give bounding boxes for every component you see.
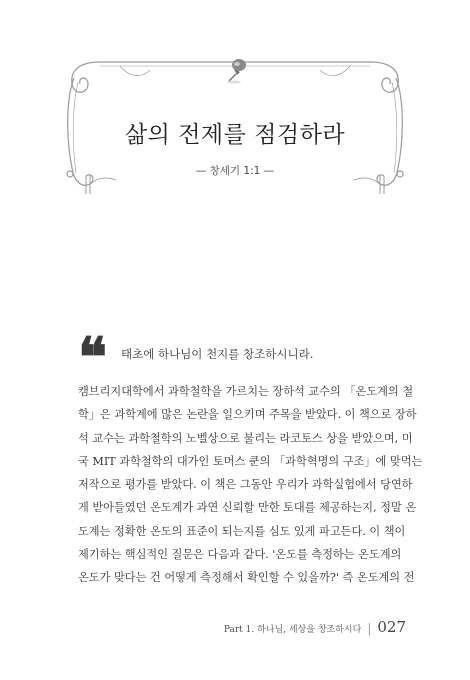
pushpin-icon bbox=[226, 58, 248, 84]
body-text bbox=[78, 380, 423, 590]
body-line: 학」은 과학계에 많은 논란을 일으키며 주목을 받았다. 이 책으로 장하 bbox=[78, 408, 417, 422]
body-line: 저작으로 평가를 받았다. 이 책은 그동안 우리가 과학실험에서 당연하 bbox=[78, 478, 413, 492]
running-title: Part 1. 하나님, 세상을 창조하시다 bbox=[223, 625, 362, 635]
quote-mark-icon: ❝ bbox=[78, 325, 108, 389]
page-number: 027 bbox=[377, 618, 406, 636]
body-line: 국 MIT 과학철학의 대가인 토머스 쿤의 「과학혁명의 구조」에 맞먹는 bbox=[78, 454, 423, 468]
page-footer bbox=[224, 618, 406, 636]
body-line: 석 교수는 과학철학의 노벨상으로 불리는 라코토스 상을 받았으며, 미 bbox=[78, 431, 413, 445]
scripture-reference: — 창세기 1:1 — bbox=[195, 165, 275, 177]
body-line: 게 받아들였던 온도계가 과연 신뢰할 만한 토대를 제공하는지, 정말 온 bbox=[78, 501, 417, 515]
body-line: 도계는 정확한 온도의 표준이 되는지를 심도 있게 파고든다. 이 책이 bbox=[78, 524, 406, 538]
body-line: 온도가 맞다는 건 어떻게 측정해서 확인할 수 있을까?' 즉 온도계의 전 bbox=[78, 571, 415, 585]
epigraph-quote: 태초에 하나님이 천지를 창조하시니라. bbox=[121, 347, 314, 361]
body-line: 제기하는 핵심적인 질문은 다음과 같다. '온도를 측정하는 온도계의 bbox=[78, 548, 402, 562]
body-line: 캠브리지대학에서 과학철학을 가르치는 장하석 교수의 「온도계의 철 bbox=[78, 385, 414, 398]
chapter-title: 삶의 전제를 점검하라 bbox=[124, 122, 346, 148]
footer-divider: | bbox=[367, 621, 372, 635]
